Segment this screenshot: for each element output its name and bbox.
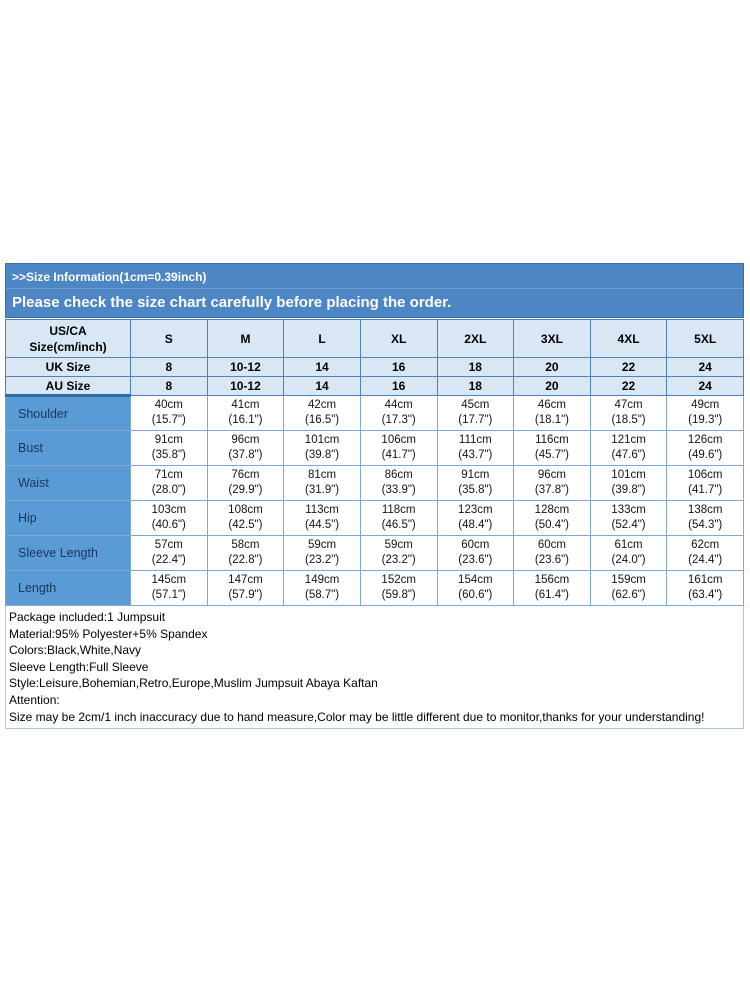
value-inch: (24.4") bbox=[688, 554, 723, 566]
measurement-row bbox=[6, 501, 744, 536]
value-inch: (37.8") bbox=[228, 449, 263, 461]
uk-size-value: 10-12 bbox=[207, 358, 284, 377]
value-cm: 96cm bbox=[537, 469, 566, 481]
value-inch: (45.7") bbox=[534, 449, 569, 461]
size-header-row bbox=[6, 320, 744, 358]
value-inch: (44.5") bbox=[305, 519, 340, 531]
value-inch: (23.6") bbox=[458, 554, 493, 566]
measurement-value-cell bbox=[131, 536, 208, 571]
measurement-row bbox=[6, 536, 744, 571]
value-cm: 133cm bbox=[611, 504, 646, 516]
measurement-rows bbox=[6, 396, 744, 606]
value-inch: (48.4") bbox=[458, 519, 493, 531]
value-cm: 42cm bbox=[308, 399, 337, 411]
value-cm: 47cm bbox=[614, 399, 643, 411]
measurement-value-cell bbox=[667, 431, 744, 466]
value-cm: 40cm bbox=[154, 399, 183, 411]
value-inch: (15.7") bbox=[151, 414, 186, 426]
size-column-header: 4XL bbox=[590, 320, 667, 358]
value-cm: 58cm bbox=[231, 539, 260, 551]
measurement-value-cell bbox=[207, 431, 284, 466]
size-column-header: 3XL bbox=[514, 320, 591, 358]
size-column-header: M bbox=[207, 320, 284, 358]
measurement-value-cell bbox=[207, 536, 284, 571]
value-cm: 123cm bbox=[458, 504, 493, 516]
value-cm: 152cm bbox=[381, 574, 416, 586]
measurement-value-cell bbox=[667, 396, 744, 431]
au-size-label: AU Size bbox=[6, 377, 131, 396]
value-cm: 59cm bbox=[384, 539, 413, 551]
value-inch: (35.8") bbox=[458, 484, 493, 496]
measurement-value-cell bbox=[284, 571, 361, 606]
corner-header-cell bbox=[6, 320, 131, 358]
measurement-value-cell bbox=[284, 466, 361, 501]
measurement-row bbox=[6, 396, 744, 431]
note-line: Colors:Black,White,Navy bbox=[9, 643, 142, 658]
measurement-value-cell bbox=[284, 396, 361, 431]
note-line: Style:Leisure,Bohemian,Retro,Europe,Muslim Jumpsuit Abaya Kaftan bbox=[9, 676, 378, 691]
measurement-row bbox=[6, 466, 744, 501]
value-inch: (16.1") bbox=[228, 414, 263, 426]
measurement-value-cell bbox=[590, 536, 667, 571]
value-cm: 101cm bbox=[611, 469, 646, 481]
value-cm: 81cm bbox=[308, 469, 337, 481]
value-inch: (57.1") bbox=[151, 589, 186, 601]
measurement-value-cell bbox=[360, 571, 437, 606]
value-inch: (37.8") bbox=[534, 484, 569, 496]
measurement-value-cell bbox=[590, 396, 667, 431]
measurement-value-cell bbox=[437, 536, 514, 571]
measurement-row bbox=[6, 571, 744, 606]
value-cm: 49cm bbox=[691, 399, 720, 411]
value-inch: (39.8") bbox=[305, 449, 340, 461]
value-cm: 91cm bbox=[461, 469, 490, 481]
measurement-value-cell bbox=[514, 466, 591, 501]
measurement-value-cell bbox=[284, 431, 361, 466]
size-table bbox=[5, 319, 744, 606]
value-cm: 128cm bbox=[534, 504, 570, 516]
value-inch: (18.1") bbox=[534, 414, 569, 426]
value-cm: 44cm bbox=[384, 399, 413, 411]
value-cm: 96cm bbox=[231, 434, 260, 446]
value-cm: 113cm bbox=[305, 504, 339, 516]
au-size-value: 24 bbox=[667, 377, 744, 396]
value-inch: (19.3") bbox=[688, 414, 723, 426]
value-inch: (52.4") bbox=[611, 519, 646, 531]
uk-size-label: UK Size bbox=[6, 358, 131, 377]
value-inch: (40.6") bbox=[151, 519, 186, 531]
value-inch: (42.5") bbox=[228, 519, 263, 531]
value-cm: 45cm bbox=[461, 399, 490, 411]
measurement-value-cell bbox=[437, 466, 514, 501]
value-cm: 111cm bbox=[458, 434, 492, 446]
measurement-label: Hip bbox=[6, 501, 131, 536]
au-size-value: 10-12 bbox=[207, 377, 284, 396]
value-cm: 41cm bbox=[231, 399, 260, 411]
value-cm: 106cm bbox=[687, 469, 723, 481]
value-cm: 101cm bbox=[304, 434, 340, 446]
value-inch: (59.8") bbox=[381, 589, 416, 601]
value-cm: 156cm bbox=[534, 574, 570, 586]
size-column-header: L bbox=[284, 320, 361, 358]
value-cm: 145cm bbox=[151, 574, 187, 586]
note-line: Package included:1 Jumpsuit bbox=[9, 610, 166, 624]
measurement-label: Waist bbox=[6, 466, 131, 501]
value-cm: 57cm bbox=[154, 539, 183, 551]
value-inch: (63.4") bbox=[688, 589, 723, 601]
measurement-value-cell bbox=[207, 501, 284, 536]
note-line: Material:95% Polyester+5% Spandex bbox=[9, 626, 208, 641]
size-chart-warning: Please check the size chart carefully before placing the order. bbox=[12, 294, 452, 311]
measurement-label: Bust bbox=[6, 431, 131, 466]
measurement-label: Sleeve Length bbox=[6, 536, 131, 571]
value-cm: 147cm bbox=[228, 574, 263, 586]
uk-size-value: 24 bbox=[667, 358, 744, 377]
value-inch: (57.9") bbox=[228, 589, 263, 601]
value-inch: (49.6") bbox=[688, 449, 723, 461]
uk-size-value: 20 bbox=[514, 358, 591, 377]
value-cm: 106cm bbox=[381, 434, 416, 446]
uk-size-value: 14 bbox=[284, 358, 361, 377]
value-cm: 161cm bbox=[687, 574, 723, 586]
uk-size-value: 22 bbox=[590, 358, 667, 377]
title-block bbox=[5, 263, 744, 318]
measurement-value-cell bbox=[131, 501, 208, 536]
measurement-value-cell bbox=[207, 466, 284, 501]
size-chart-sheet bbox=[5, 263, 744, 729]
value-inch: (60.6") bbox=[458, 589, 493, 601]
value-inch: (35.8") bbox=[151, 449, 186, 461]
measurement-label: Shoulder bbox=[6, 396, 131, 431]
au-size-value: 22 bbox=[590, 377, 667, 396]
measurement-value-cell bbox=[590, 466, 667, 501]
measurement-value-cell bbox=[360, 431, 437, 466]
note-line: Sleeve Length:Full Sleeve bbox=[9, 659, 149, 674]
value-inch: (41.7") bbox=[381, 449, 416, 461]
au-size-value: 14 bbox=[284, 377, 361, 396]
measurement-row bbox=[6, 431, 744, 466]
corner-line2: Size(cm/inch) bbox=[29, 339, 107, 354]
measurement-value-cell bbox=[360, 501, 437, 536]
value-cm: 121cm bbox=[611, 434, 646, 446]
value-cm: 46cm bbox=[537, 399, 566, 411]
value-inch: (17.7") bbox=[458, 414, 493, 426]
value-cm: 91cm bbox=[154, 434, 183, 446]
value-cm: 62cm bbox=[691, 539, 720, 551]
value-cm: 154cm bbox=[458, 574, 493, 586]
measurement-value-cell bbox=[437, 396, 514, 431]
note-line: Attention: bbox=[9, 692, 60, 707]
value-cm: 60cm bbox=[461, 539, 490, 551]
measurement-value-cell bbox=[590, 571, 667, 606]
value-inch: (43.7") bbox=[458, 449, 493, 461]
value-inch: (24.0") bbox=[611, 554, 646, 566]
measurement-value-cell bbox=[284, 501, 361, 536]
value-inch: (29.9") bbox=[228, 484, 263, 496]
value-inch: (22.8") bbox=[228, 554, 263, 566]
uk-size-value: 18 bbox=[437, 358, 514, 377]
measurement-value-cell bbox=[207, 571, 284, 606]
measurement-value-cell bbox=[437, 431, 514, 466]
size-column-header: 5XL bbox=[667, 320, 744, 358]
measurement-label: Length bbox=[6, 571, 131, 606]
size-information-title: >>Size Information(1cm=0.39inch) bbox=[6, 264, 743, 289]
value-cm: 126cm bbox=[687, 434, 723, 446]
measurement-value-cell bbox=[514, 536, 591, 571]
value-inch: (33.9") bbox=[381, 484, 416, 496]
measurement-value-cell bbox=[437, 571, 514, 606]
uk-size-value: 8 bbox=[131, 358, 208, 377]
value-inch: (16.5") bbox=[305, 414, 340, 426]
measurement-value-cell bbox=[284, 536, 361, 571]
value-cm: 103cm bbox=[151, 504, 187, 516]
measurement-value-cell bbox=[514, 396, 591, 431]
au-size-value: 16 bbox=[360, 377, 437, 396]
value-inch: (47.6") bbox=[611, 449, 646, 461]
value-inch: (62.6") bbox=[611, 589, 646, 601]
value-inch: (31.9") bbox=[305, 484, 340, 496]
measurement-value-cell bbox=[207, 396, 284, 431]
size-column-header: XL bbox=[360, 320, 437, 358]
value-inch: (23.2") bbox=[381, 554, 416, 566]
value-inch: (41.7") bbox=[688, 484, 723, 496]
value-inch: (18.5") bbox=[611, 414, 646, 426]
measurement-value-cell bbox=[667, 536, 744, 571]
corner-line1: US/CA bbox=[49, 323, 87, 338]
value-inch: (61.4") bbox=[534, 589, 569, 601]
measurement-value-cell bbox=[360, 466, 437, 501]
value-cm: 108cm bbox=[228, 504, 263, 516]
value-inch: (39.8") bbox=[611, 484, 646, 496]
measurement-value-cell bbox=[131, 571, 208, 606]
measurement-value-cell bbox=[131, 396, 208, 431]
value-cm: 116cm bbox=[535, 434, 569, 446]
value-cm: 118cm bbox=[381, 504, 416, 516]
value-inch: (23.2") bbox=[305, 554, 340, 566]
size-column-header: 2XL bbox=[437, 320, 514, 358]
measurement-value-cell bbox=[131, 431, 208, 466]
measurement-value-cell bbox=[667, 466, 744, 501]
measurement-value-cell bbox=[590, 431, 667, 466]
measurement-value-cell bbox=[514, 501, 591, 536]
au-size-value: 8 bbox=[131, 377, 208, 396]
measurement-value-cell bbox=[360, 396, 437, 431]
measurement-value-cell bbox=[131, 466, 208, 501]
value-inch: (22.4") bbox=[151, 554, 186, 566]
au-size-value: 20 bbox=[514, 377, 591, 396]
measurement-value-cell bbox=[360, 536, 437, 571]
uk-size-row bbox=[6, 358, 744, 377]
measurement-value-cell bbox=[437, 501, 514, 536]
value-cm: 61cm bbox=[614, 539, 643, 551]
au-size-value: 18 bbox=[437, 377, 514, 396]
value-inch: (23.6") bbox=[534, 554, 569, 566]
value-cm: 71cm bbox=[154, 469, 183, 481]
value-cm: 59cm bbox=[308, 539, 337, 551]
measurement-value-cell bbox=[514, 431, 591, 466]
au-size-row bbox=[6, 377, 744, 396]
note-line: Size may be 2cm/1 inch inaccuracy due to hand measure,Color may be little different due to monitor,thanks for your understanding! bbox=[9, 709, 705, 724]
uk-size-value: 16 bbox=[360, 358, 437, 377]
measurement-value-cell bbox=[667, 571, 744, 606]
value-inch: (28.0") bbox=[151, 484, 186, 496]
value-cm: 138cm bbox=[687, 504, 723, 516]
measurement-value-cell bbox=[667, 501, 744, 536]
value-inch: (58.7") bbox=[305, 589, 340, 601]
measurement-value-cell bbox=[590, 501, 667, 536]
value-cm: 60cm bbox=[537, 539, 566, 551]
value-cm: 76cm bbox=[231, 469, 260, 481]
value-cm: 86cm bbox=[384, 469, 413, 481]
value-cm: 159cm bbox=[611, 574, 646, 586]
measurement-value-cell bbox=[514, 571, 591, 606]
value-cm: 149cm bbox=[304, 574, 340, 586]
value-inch: (17.3") bbox=[381, 414, 416, 426]
size-column-header: S bbox=[131, 320, 208, 358]
value-inch: (54.3") bbox=[688, 519, 723, 531]
product-notes bbox=[5, 606, 744, 729]
value-inch: (50.4") bbox=[534, 519, 569, 531]
value-inch: (46.5") bbox=[381, 519, 416, 531]
